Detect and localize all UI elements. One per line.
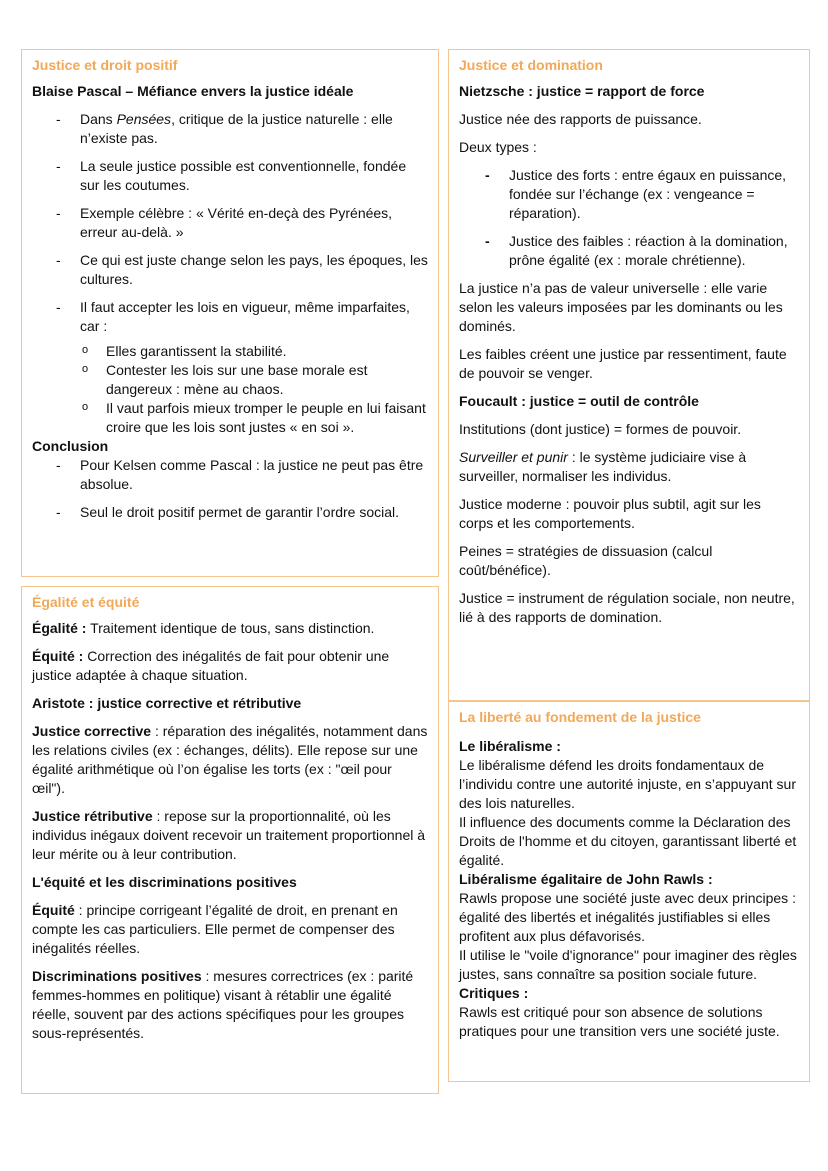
- paragraph: Justice = instrument de régulation sociale, non neutre, lié à des rapports de domination.: [459, 590, 795, 625]
- list-item: - Pour Kelsen comme Pascal : la justice ne peut pas être absolue.: [32, 456, 428, 494]
- paragraph: Rawls est critiqué pour son absence de solutions pratiques pour une transition vers une société juste.: [459, 1004, 780, 1039]
- list-item: - Il faut accepter les lois en vigueur, même imparfaites, car :: [32, 298, 428, 336]
- paragraph: Le libéralisme défend les droits fondamentaux de l’individu contre une autorité injuste, en s’appuyant sur des lois naturelles.: [459, 757, 796, 811]
- section-justice-domination: [448, 49, 810, 701]
- paragraph: Justice moderne : pouvoir plus subtil, agit sur les corps et les comportements.: [459, 496, 761, 531]
- paragraph: Il utilise le "voile d'ignorance" pour imaginer des règles justes, sans connaître sa position sociale future.: [459, 947, 797, 982]
- list-item: o Elles garantissent la stabilité.: [56, 342, 428, 361]
- list-item: - Exemple célèbre : « Vérité en-deçà des Pyrénées, erreur au-delà. »: [32, 204, 428, 242]
- paragraph: Institutions (dont justice) = formes de pouvoir.: [459, 421, 742, 437]
- list-item: - Justice des forts : entre égaux en puissance, fondée sur l’échange (ex : vengeance = réparation).: [459, 166, 799, 223]
- paragraph: Rawls propose une société juste avec deux principes : égalité des libertés et inégalités justifiables si elles profitent aux plus défavorisés.: [459, 890, 796, 944]
- liberalisme-label: Le libéralisme :: [459, 738, 561, 754]
- section-title: La liberté au fondement de la justice: [459, 709, 701, 725]
- conclusion-list: [32, 456, 428, 522]
- definition-justice-retributive: Justice rétributive : repose sur la proportionnalité, où les individus inégaux doivent recevoir un traitement proportionnel à leur mérite ou à leur contribution.: [32, 808, 426, 862]
- section-justice-droit-positif: [21, 49, 439, 577]
- paragraph: Justice née des rapports de puissance.: [459, 111, 702, 127]
- section-heading: Blaise Pascal – Méfiance envers la justice idéale: [32, 83, 354, 99]
- definition-equite-principe: Équité : principe corrigeant l’égalité de droit, en prenant en compte les cas particuliers. Elle permet de compenser des inégalités réelles.: [32, 902, 398, 956]
- paragraph: Deux types :: [459, 139, 537, 155]
- reasons-sublist: [56, 342, 428, 437]
- list-item: - Dans Pensées, critique de la justice naturelle : elle n’existe pas.: [32, 110, 428, 148]
- paragraph: La justice n’a pas de valeur universelle : elle varie selon les valeurs imposées par les dominants ou les dominés.: [459, 280, 783, 334]
- list-item: - Justice des faibles : réaction à la domination, prône égalité (ex : morale chrétienne).: [459, 232, 799, 270]
- critiques-label: Critiques :: [459, 985, 529, 1001]
- paragraph: Surveiller et punir : le système judiciaire vise à surveiller, normaliser les individus.: [459, 449, 747, 484]
- conclusion-label: Conclusion: [32, 438, 109, 454]
- paragraph: Les faibles créent une justice par ressentiment, faute de pouvoir se venger.: [459, 346, 787, 381]
- definition-equite: Équité : Correction des inégalités de fait pour obtenir une justice adaptée à chaque situation.: [32, 648, 390, 683]
- pascal-list: [32, 110, 428, 336]
- section-title: Égalité et équité: [32, 594, 140, 610]
- list-item: - La seule justice possible est conventionnelle, fondée sur les coutumes.: [32, 157, 428, 195]
- nietzsche-heading: Nietzsche : justice = rapport de force: [459, 83, 705, 99]
- definition-discriminations-positives: Discriminations positives : mesures correctrices (ex : parité femmes-hommes en politique) visant à rétablir une égalité réelle, souvent par des actions spécifiques pour les groupes sous-représentés.: [32, 968, 414, 1041]
- paragraph: Il influence des documents comme la Déclaration des Droits de l'homme et du citoyen, garantissant liberté et égalité.: [459, 814, 797, 868]
- list-item: - Seul le droit positif permet de garantir l’ordre social.: [32, 503, 428, 522]
- list-item: - Ce qui est juste change selon les pays, les époques, les cultures.: [32, 251, 428, 289]
- section-liberte: [448, 701, 810, 1082]
- definition-justice-corrective: Justice corrective : réparation des inégalités, notamment dans les relations civiles (ex : échanges, délits). Elle repose sur une égalité arithmétique où l’on égalise les torts (ex : "œil pour œil").: [32, 723, 428, 796]
- justice-types-list: [459, 166, 799, 270]
- paragraph: Peines = stratégies de dissuasion (calcul coût/bénéfice).: [459, 543, 713, 578]
- definition-egalite: Égalité : Traitement identique de tous, sans distinction.: [32, 620, 375, 636]
- list-item: o Contester les lois sur une base morale est dangereux : mène au chaos.: [56, 361, 428, 399]
- aristote-heading: Aristote : justice corrective et rétributive: [32, 695, 302, 711]
- section-title: Justice et domination: [459, 57, 603, 73]
- list-item: o Il vaut parfois mieux tromper le peuple en lui faisant croire que les lois sont justes « en soi ».: [56, 399, 428, 437]
- discrimination-heading: L'équité et les discriminations positives: [32, 874, 297, 890]
- section-title: Justice et droit positif: [32, 57, 178, 73]
- rawls-label: Libéralisme égalitaire de John Rawls :: [459, 871, 713, 887]
- section-egalite-equite: [21, 586, 439, 1094]
- foucault-heading: Foucault : justice = outil de contrôle: [459, 393, 699, 409]
